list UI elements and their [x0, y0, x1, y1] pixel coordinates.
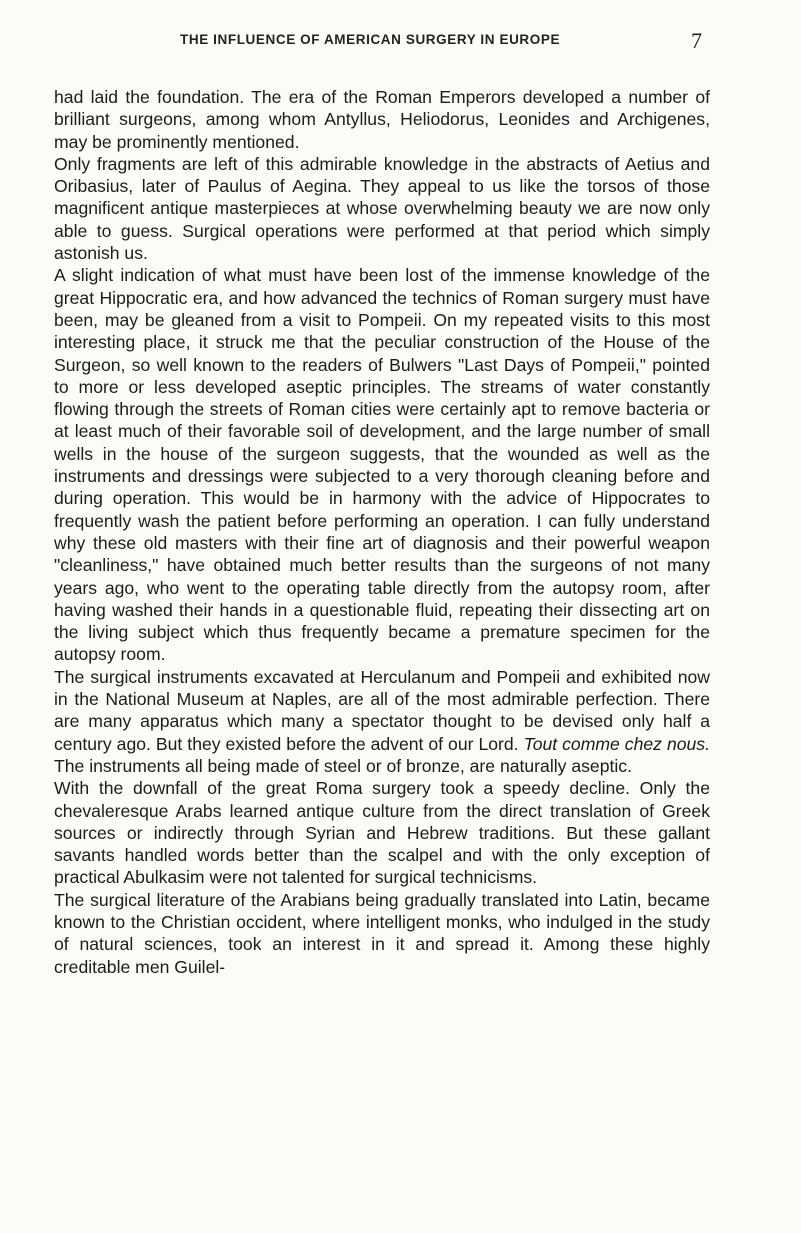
paragraph-5: With the downfall of the great Roma surgery took a speedy decline. Only the chevaleresque Arabs learned antique culture from the direct translation of Greek sources or indirectly through Syrian and Hebrew traditions. But these gallant savants handled words better than the scalpel and with the only exception of practical Abulkasim were not talented for surgical technicisms.: [54, 778, 710, 888]
running-title: THE INFLUENCE OF AMERICAN SURGERY IN EUROPE: [180, 32, 561, 47]
paragraph-3: A slight indication of what must have been lost of the immense knowledge of the great Hippocratic era, and how advanced the technics of Roman surgery must have been, may be gleaned from a visit to Pompeii. On my repeated visits to this most interesting place, it struck me that the peculiar construction of the House of the Surgeon, so well known to the readers of Bulwers "Last Days of Pompeii," pointed to more or less developed aseptic principles. The streams of water constantly flowing through the streets of Roman cities were certainly apt to remove bacteria or at least much of their favorable soil of development, and the large number of small wells in the house of the surgeon suggests, that the wounded as well as the instruments and dressings were subjected to a very thorough cleaning before and during operation. This would be in harmony with the advice of Hippocrates to frequently wash the patient before performing an operation. I can fully understand why these old masters with their fine art of diagnosis and their powerful weapon "cleanliness," have obtained much better results than the surgeons of not many years ago, who went to the operating table directly from the autopsy room, after having washed their hands in a questionable fluid, repeating their dissecting art on the living subject which thus frequently became a premature specimen for the autopsy room.: [54, 265, 710, 665]
body-text: [54, 86, 710, 978]
page-number: 7: [691, 28, 702, 53]
paragraph-4: [54, 666, 710, 777]
paragraph-4-italic-phrase: Tout comme chez nous.: [523, 733, 710, 754]
paragraph-1: had laid the foundation. The era of the Roman Emperors developed a number of brilliant surgeons, among whom Antyllus, Heliodorus, Leonides and Archigenes, may be prominently mentioned.: [54, 87, 710, 152]
paragraph-4-text-before: The surgical instruments excavated at Herculanum and Pompeii and exhibited now in the National Museum at Naples, are all of the most admirable perfection. There are many apparatus which many a spectator thought to be devised only half a century ago. But they existed before the advent of our Lord.: [54, 666, 710, 754]
paragraph-6: The surgical literature of the Arabians being gradually translated into Latin, became known to the Christian occident, where intelligent monks, who indulged in the study of natural sciences, took an interest in it and spread it. Among these highly creditable men Guilel-: [54, 889, 710, 977]
paragraph-2: Only fragments are left of this admirable knowledge in the abstracts of Aetius and Oribasius, later of Paulus of Aegina. They appeal to us like the torsos of those magnificent antique masterpieces at whose overwhelming beauty we are now only able to guess. Surgical operations were performed at that period which simply astonish us.: [54, 153, 710, 264]
paragraph-4-text-after: The instruments all being made of steel or of bronze, are naturally aseptic.: [54, 755, 632, 776]
